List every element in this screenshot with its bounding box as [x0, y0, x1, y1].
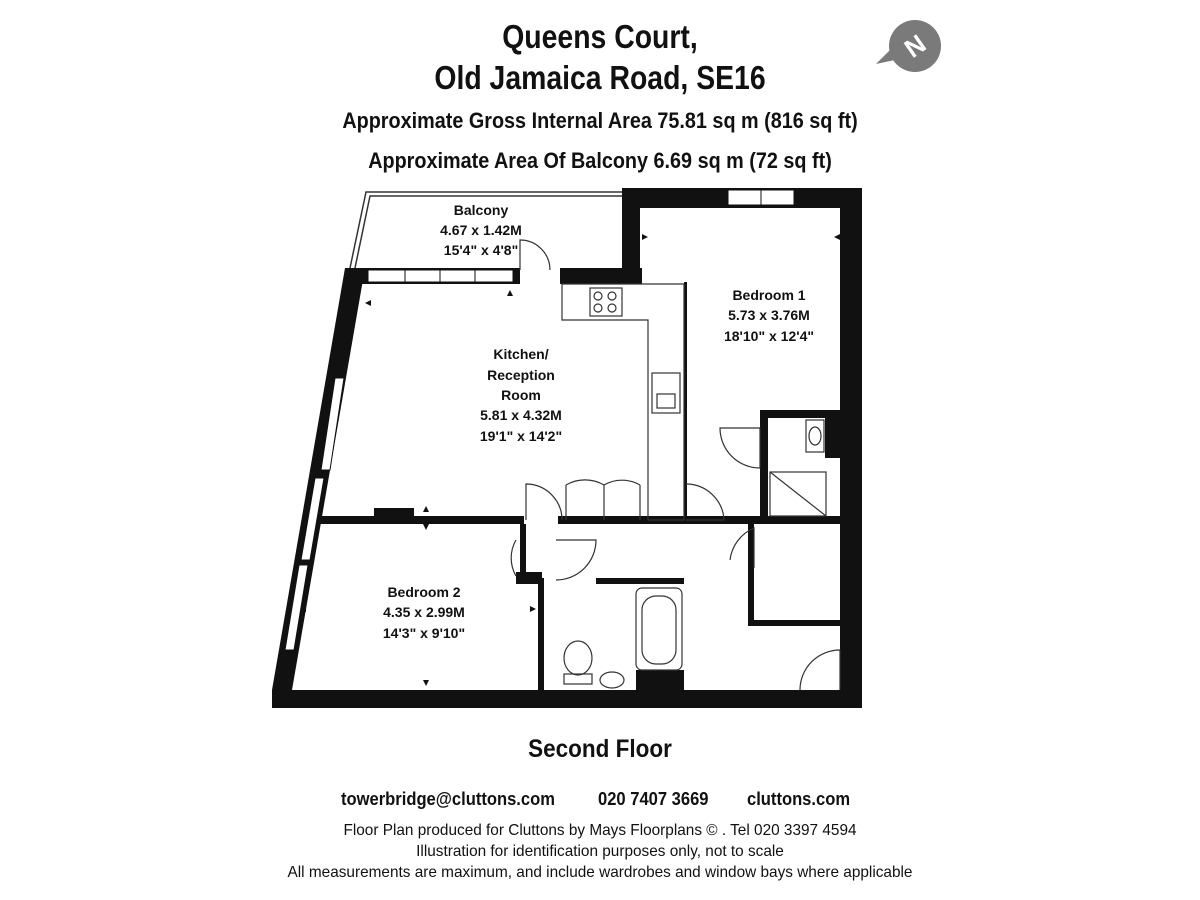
- footer-disclaimer: Illustration for identification purposes only, not to scale: [416, 843, 784, 860]
- kitchen-label: [480, 346, 562, 444]
- bathroom-fixtures: [564, 420, 826, 688]
- gross-internal-area: Approximate Gross Internal Area 75.81 sq m (816 sq ft): [342, 108, 858, 133]
- footer-measurements-note: All measurements are maximum, and include wardrobes and window bays where applicable: [287, 864, 913, 881]
- left-windows: [285, 378, 344, 650]
- property-name: Queens Court,: [502, 18, 698, 55]
- footer-credit: Floor Plan produced for Cluttons by Mays Floorplans © . Tel 020 3397 4594: [343, 822, 857, 839]
- bedroom1-imperial: 18'10" x 12'4": [723, 328, 815, 344]
- contact-website[interactable]: cluttons.com: [747, 789, 851, 809]
- kitchen-units: [562, 284, 684, 520]
- balcony-label: [440, 202, 522, 258]
- kitchen-imperial: 19'1" x 14'2": [479, 428, 563, 444]
- walls: [272, 188, 862, 708]
- bedroom1-label: [724, 287, 814, 344]
- kitchen-name-2: Reception: [487, 367, 555, 383]
- north-arrow-icon: [876, 20, 941, 72]
- bedroom2-label: [383, 584, 465, 641]
- property-address: Old Jamaica Road, SE16: [434, 59, 766, 96]
- kitchen-name-3: Room: [501, 387, 541, 403]
- bedroom2-imperial: 14'3" x 9'10": [382, 625, 466, 641]
- balcony-area: Approximate Area Of Balcony 6.69 sq m (72 sq ft): [368, 148, 832, 173]
- kitchen-metric: 5.81 x 4.32M: [480, 407, 562, 423]
- contact-phone[interactable]: 020 7407 3669: [598, 789, 709, 809]
- north-letter: N: [898, 28, 932, 64]
- balcony-imperial: 15'4" x 4'8": [443, 242, 519, 258]
- kitchen-name-1: Kitchen/: [493, 346, 549, 362]
- floor-label: Second Floor: [528, 735, 672, 763]
- bedroom2-name: Bedroom 2: [387, 584, 461, 600]
- balcony-name: Balcony: [453, 202, 509, 218]
- contact-email[interactable]: towerbridge@cluttons.com: [341, 789, 555, 809]
- bedroom1-name: Bedroom 1: [732, 287, 806, 303]
- balcony-metric: 4.67 x 1.42M: [440, 222, 522, 238]
- bedroom2-metric: 4.35 x 2.99M: [383, 604, 465, 620]
- bedroom1-metric: 5.73 x 3.76M: [728, 307, 810, 323]
